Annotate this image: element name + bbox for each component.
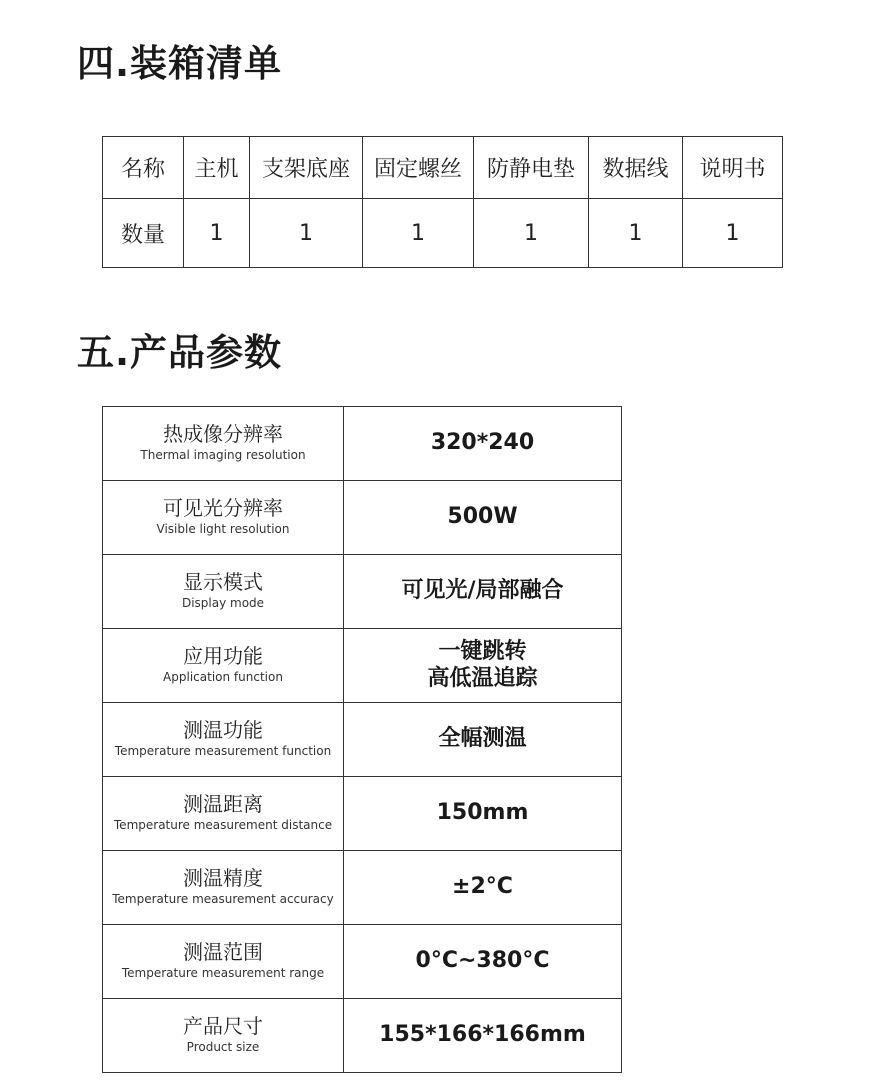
- packing-list-title: 四.装箱清单: [77, 42, 283, 85]
- param-label-zh: 测温范围: [183, 940, 263, 965]
- packing-item-qty: 1: [474, 199, 589, 268]
- packing-row-label: 数量: [103, 199, 184, 268]
- packing-item-qty: 1: [184, 199, 250, 268]
- packing-qty-row: [103, 199, 783, 268]
- param-row: [103, 999, 622, 1073]
- param-value-cell: [344, 777, 622, 851]
- param-row: [103, 629, 622, 703]
- param-label-en: Temperature measurement distance: [113, 818, 333, 833]
- param-label-zh: 应用功能: [183, 644, 263, 669]
- param-label-zh: 显示模式: [183, 570, 263, 595]
- param-value: 0°C~380°C: [415, 948, 550, 974]
- param-row: [103, 555, 622, 629]
- param-label-en: Thermal imaging resolution: [140, 448, 306, 463]
- param-row: [103, 925, 622, 999]
- param-label-en: Temperature measurement function: [114, 744, 332, 759]
- param-label-cell: [103, 777, 344, 851]
- param-label-cell: [103, 999, 344, 1073]
- param-label-en: Product size: [186, 1040, 260, 1055]
- packing-list-table: [102, 136, 783, 268]
- param-label-zh: 测温功能: [183, 718, 263, 743]
- packing-item-name: 固定螺丝: [363, 137, 474, 199]
- param-row: [103, 777, 622, 851]
- param-label-cell: [103, 703, 344, 777]
- param-label-cell: [103, 555, 344, 629]
- param-label-zh: 可见光分辨率: [163, 496, 283, 521]
- param-label-en: Temperature measurement accuracy: [112, 892, 334, 907]
- param-value-cell: [344, 481, 622, 555]
- param-label-cell: [103, 851, 344, 925]
- param-label-zh: 测温精度: [183, 866, 263, 891]
- param-label-zh: 产品尺寸: [183, 1014, 263, 1039]
- packing-item-name: 主机: [184, 137, 250, 199]
- param-value-cell: [344, 925, 622, 999]
- param-label-zh: 测温距离: [183, 792, 263, 817]
- param-label-en: Temperature measurement range: [121, 966, 325, 981]
- param-value-cell: [344, 999, 622, 1073]
- param-value-cell: [344, 407, 622, 481]
- param-label-en: Visible light resolution: [156, 522, 290, 537]
- packing-item-name: 支架底座: [250, 137, 363, 199]
- param-label-cell: [103, 407, 344, 481]
- param-row: [103, 703, 622, 777]
- packing-item-name: 防静电垫: [474, 137, 589, 199]
- packing-item-qty: 1: [250, 199, 363, 268]
- param-value: 可见光/局部融合: [401, 578, 564, 604]
- packing-item-name: 说明书: [683, 137, 783, 199]
- param-row: [103, 851, 622, 925]
- param-value-cell: [344, 703, 622, 777]
- param-value: ±2°C: [452, 874, 513, 900]
- param-value: 一键跳转: [438, 639, 527, 665]
- param-value-cell: [344, 629, 622, 703]
- packing-name-row: [103, 137, 783, 199]
- param-label-zh: 热成像分辨率: [163, 422, 283, 447]
- param-label-en: Display mode: [181, 596, 265, 611]
- param-value: 全幅测温: [438, 726, 527, 752]
- param-label-cell: [103, 629, 344, 703]
- packing-item-qty: 1: [589, 199, 683, 268]
- param-value: 500W: [447, 504, 518, 530]
- param-label-en: Application function: [163, 670, 283, 685]
- param-value: 155*166*166mm: [379, 1022, 586, 1048]
- param-row: [103, 407, 622, 481]
- param-label-cell: [103, 481, 344, 555]
- param-value-cell: [344, 555, 622, 629]
- param-value: 320*240: [430, 430, 535, 456]
- packing-row-label: 名称: [103, 137, 184, 199]
- product-params-table: [102, 406, 622, 1073]
- product-params-title: 五.产品参数: [77, 331, 283, 374]
- param-value: 150mm: [436, 800, 529, 826]
- param-value-cell: [344, 851, 622, 925]
- param-label-cell: [103, 925, 344, 999]
- packing-item-qty: 1: [683, 199, 783, 268]
- packing-item-name: 数据线: [589, 137, 683, 199]
- packing-item-qty: 1: [363, 199, 474, 268]
- param-value-line2: 高低温追踪: [427, 665, 538, 691]
- param-row: [103, 481, 622, 555]
